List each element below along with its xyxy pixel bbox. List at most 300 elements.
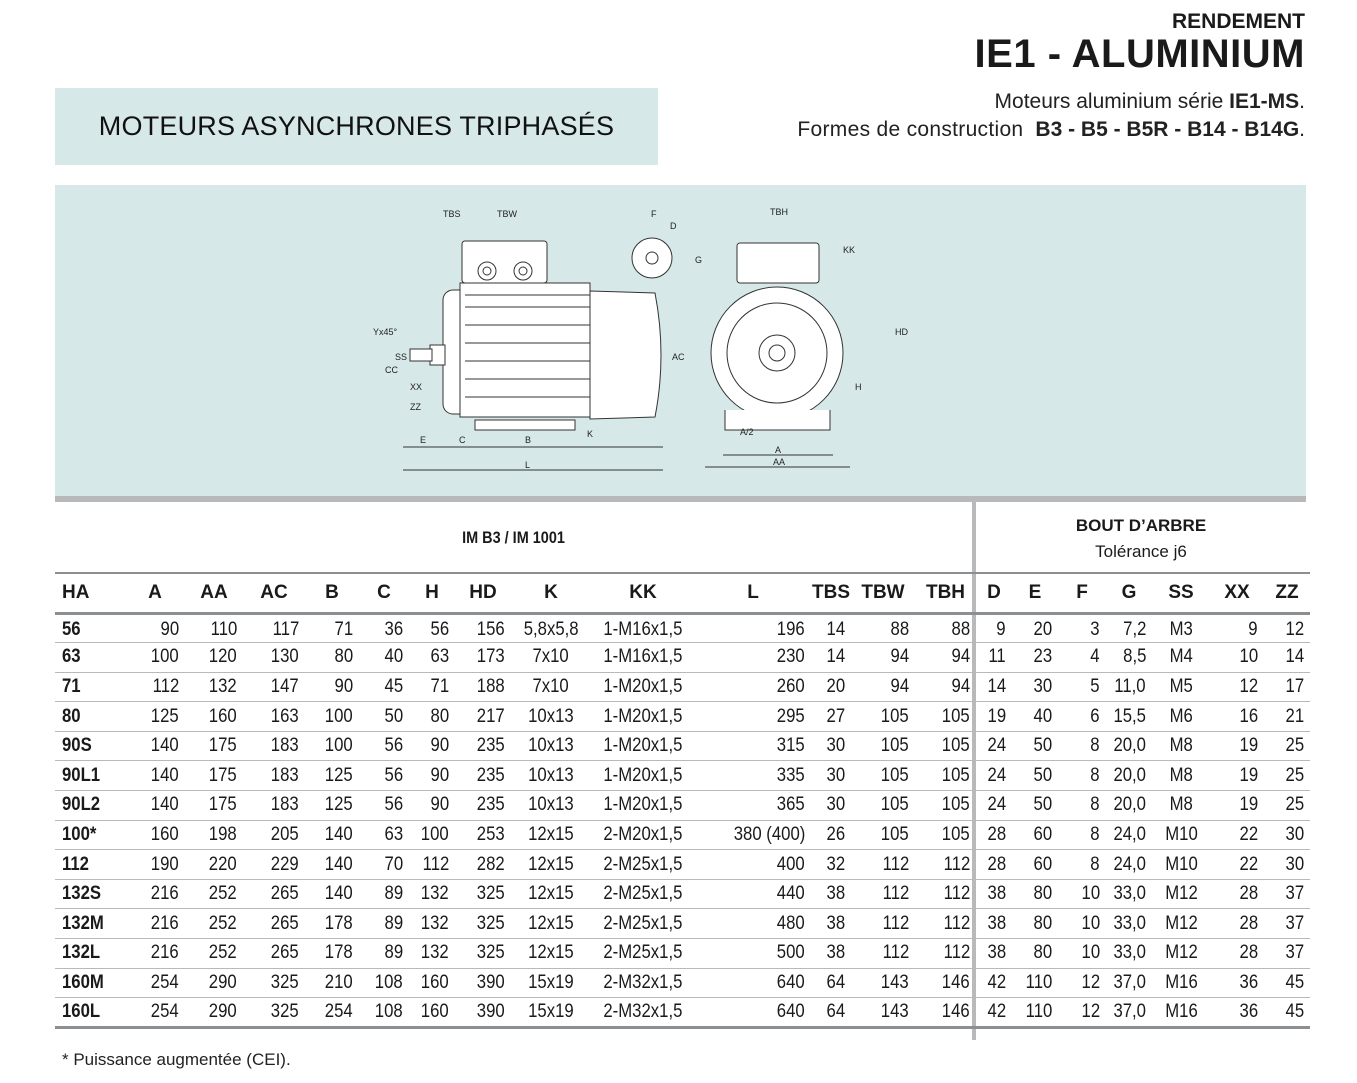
cell-value: 1-M20x1,5 <box>603 705 683 727</box>
cell-h <box>409 613 455 643</box>
cell-b <box>305 909 359 939</box>
cell-f <box>1058 672 1106 702</box>
col-header-zz: ZZ <box>1275 581 1299 603</box>
cell-value: 17 <box>1285 675 1304 697</box>
cell-xx <box>1210 820 1264 850</box>
cell-value: 8,5 <box>1122 646 1146 668</box>
col-header-xx: XX <box>1224 581 1250 603</box>
cell-e <box>1012 672 1058 702</box>
cell-value: 37 <box>1285 942 1304 964</box>
cell-value: 1-M16x1,5 <box>603 646 683 668</box>
cell-l <box>695 791 811 821</box>
cell-value: 24 <box>987 735 1006 757</box>
cell-ha <box>55 643 125 673</box>
cell-value: 100 <box>421 823 449 845</box>
cell-value: 90S <box>62 735 92 757</box>
cell-f <box>1058 939 1106 969</box>
cell-zz <box>1264 702 1310 732</box>
cell-e <box>1012 939 1058 969</box>
cell-value: 260 <box>777 675 805 697</box>
cell-d <box>976 968 1012 998</box>
label-zz: ZZ <box>410 402 421 412</box>
cell-a <box>125 791 185 821</box>
cell-zz <box>1264 909 1310 939</box>
cell-value: 50 <box>384 705 403 727</box>
cell-value: 7x10 <box>532 646 570 668</box>
cell-l <box>695 702 811 732</box>
cell-value: 36 <box>1239 1001 1258 1023</box>
cell-g <box>1106 820 1152 850</box>
cell-value: 24,0 <box>1113 853 1146 875</box>
cell-k <box>511 909 591 939</box>
cell-value: 14 <box>1285 646 1304 668</box>
cell-value: 12x15 <box>528 823 574 845</box>
cell-aa <box>185 613 243 643</box>
cell-value: 112 <box>943 883 970 905</box>
cell-value: 163 <box>271 705 299 727</box>
cell-tbs <box>811 909 851 939</box>
cell-value: 89 <box>384 912 403 934</box>
cell-value: 640 <box>777 1001 805 1023</box>
cell-h <box>409 731 455 761</box>
cell-value: 40 <box>384 646 403 668</box>
cell-value: 20,0 <box>1113 794 1146 816</box>
cell-l <box>695 820 811 850</box>
cell-g <box>1106 613 1152 643</box>
cell-value: M16 <box>1164 971 1198 993</box>
cell-value: 2-M25x1,5 <box>603 912 683 934</box>
cell-value: 80 <box>1033 912 1052 934</box>
cell-value: 30 <box>826 794 845 816</box>
cell-value: 640 <box>777 971 805 993</box>
cell-c <box>359 643 409 673</box>
col-header-e: E <box>1028 581 1042 603</box>
col-header-b: B <box>325 581 339 603</box>
cell-tbw <box>851 820 915 850</box>
label-aa: AA <box>773 457 786 467</box>
cell-value: 8 <box>1090 764 1100 786</box>
cell-value: 16 <box>1239 705 1258 727</box>
cell-tbs <box>811 643 851 673</box>
cell-value: 8 <box>1090 853 1100 875</box>
cell-value: 160 <box>151 823 179 845</box>
cell-value: 42 <box>987 971 1006 993</box>
cell-e <box>1012 702 1058 732</box>
cell-value: 22 <box>1239 853 1258 875</box>
cell-value: 28 <box>1239 912 1258 934</box>
cell-value: 56 <box>384 735 403 757</box>
cell-a <box>125 672 185 702</box>
table-row <box>55 761 1310 791</box>
cell-hd <box>455 643 511 673</box>
cell-value: 2-M25x1,5 <box>603 883 683 905</box>
cell-value: 8 <box>1090 735 1100 757</box>
cell-value: 50 <box>1033 735 1052 757</box>
cell-value: 125 <box>325 794 353 816</box>
cell-value: 100 <box>151 646 179 668</box>
cell-h <box>409 672 455 702</box>
cell-value: 7,2 <box>1122 619 1146 641</box>
cell-value: 89 <box>384 883 403 905</box>
label-kk: KK <box>843 245 856 255</box>
cell-e <box>1012 761 1058 791</box>
cell-value: 365 <box>777 794 805 816</box>
cell-tbs <box>811 761 851 791</box>
cell-c <box>359 761 409 791</box>
cell-value: 10 <box>1239 646 1258 668</box>
cell-h <box>409 820 455 850</box>
cell-value: 156 <box>477 619 505 641</box>
cell-value: 132 <box>209 675 237 697</box>
table-row <box>55 909 1310 939</box>
label-yx45: Yx45° <box>373 327 398 337</box>
cell-f <box>1058 968 1106 998</box>
cell-tbw <box>851 791 915 821</box>
col-header-ss: SS <box>1168 581 1194 603</box>
cell-hd <box>455 879 511 909</box>
cell-value: 40 <box>1033 705 1052 727</box>
cell-c <box>359 731 409 761</box>
cell-g <box>1106 731 1152 761</box>
col-header-kk: KK <box>629 581 657 603</box>
cell-value: 100 <box>325 735 353 757</box>
cell-g <box>1106 761 1152 791</box>
cell-value: 190 <box>151 853 179 875</box>
cell-value: 80 <box>62 705 81 727</box>
cell-value: 36 <box>384 619 403 641</box>
cell-value: 130 <box>271 646 299 668</box>
group-im-b3: IM B3 / IM 1001 <box>462 528 565 547</box>
cell-k <box>511 761 591 791</box>
cell-l <box>695 731 811 761</box>
cell-c <box>359 613 409 643</box>
cell-aa <box>185 850 243 880</box>
cell-b <box>305 968 359 998</box>
cell-value: 9 <box>1248 619 1258 641</box>
cell-ha <box>55 968 125 998</box>
cell-e <box>1012 731 1058 761</box>
cell-value: 105 <box>942 823 970 845</box>
cell-value: 1-M20x1,5 <box>603 675 683 697</box>
cell-value: 108 <box>375 971 403 993</box>
cell-value: 90 <box>334 675 353 697</box>
cell-h <box>409 850 455 880</box>
table-row <box>55 939 1310 969</box>
cell-tbs <box>811 968 851 998</box>
cell-kk <box>591 643 695 673</box>
cell-value: 216 <box>151 912 179 934</box>
cell-a <box>125 702 185 732</box>
motor-drawing <box>55 185 1306 496</box>
cell-value: 325 <box>271 971 299 993</box>
category-label: MOTEURS ASYNCHRONES TRIPHASÉS <box>98 111 615 141</box>
cell-k <box>511 731 591 761</box>
cell-value: 15,5 <box>1113 705 1146 727</box>
cell-tbw <box>851 968 915 998</box>
cell-value: 178 <box>325 942 353 964</box>
cell-kk <box>591 702 695 732</box>
cell-value: 38 <box>987 912 1006 934</box>
label-d: D <box>670 221 677 231</box>
cell-value: 390 <box>477 971 505 993</box>
cell-aa <box>185 672 243 702</box>
cell-k <box>511 879 591 909</box>
cell-value: 10x13 <box>528 764 574 786</box>
cell-ac <box>243 850 305 880</box>
cell-k <box>511 791 591 821</box>
cell-g <box>1106 879 1152 909</box>
cell-value: 235 <box>477 764 505 786</box>
cell-value: 10 <box>1081 912 1100 934</box>
cell-value: 235 <box>477 735 505 757</box>
cell-k <box>511 850 591 880</box>
cell-value: M12 <box>1164 883 1198 905</box>
cell-b <box>305 791 359 821</box>
cell-l <box>695 879 811 909</box>
cell-value: 105 <box>881 735 909 757</box>
cell-value: 56 <box>384 764 403 786</box>
cell-value: 196 <box>777 619 805 641</box>
cell-l <box>695 643 811 673</box>
cell-xx <box>1210 909 1264 939</box>
dimension-table-section <box>55 496 1306 1023</box>
cell-hd <box>455 820 511 850</box>
label-g: G <box>695 255 703 265</box>
cell-value: 38 <box>826 912 845 934</box>
cell-value: 20 <box>826 675 845 697</box>
label-hd: HD <box>895 327 908 337</box>
cell-value: 105 <box>942 764 970 786</box>
label-cc: CC <box>385 365 398 375</box>
cell-value: 216 <box>151 883 179 905</box>
cell-value: 290 <box>209 1001 237 1023</box>
cell-ss <box>1152 613 1210 643</box>
cell-value: 1-M16x1,5 <box>603 619 683 641</box>
cell-tbs <box>811 702 851 732</box>
cell-f <box>1058 613 1106 643</box>
cell-value: 90 <box>160 619 179 641</box>
cell-value: 94 <box>951 675 970 697</box>
cell-k <box>511 998 591 1028</box>
cell-h <box>409 968 455 998</box>
cell-value: 14 <box>826 619 845 641</box>
cell-c <box>359 850 409 880</box>
cell-kk <box>591 998 695 1028</box>
cell-value: 12 <box>1081 1001 1100 1023</box>
cell-tbs <box>811 939 851 969</box>
cell-c <box>359 820 409 850</box>
cell-k <box>511 968 591 998</box>
cell-hd <box>455 761 511 791</box>
cell-tbh <box>915 998 976 1028</box>
cell-tbw <box>851 850 915 880</box>
footnote: * Puissance augmentée (CEI). <box>62 1050 291 1069</box>
table-row <box>55 672 1310 702</box>
cell-aa <box>185 998 243 1028</box>
cell-value: 60 <box>1033 823 1052 845</box>
cell-value: 440 <box>777 883 805 905</box>
cell-value: 88 <box>951 619 970 641</box>
cell-tbs <box>811 998 851 1028</box>
cell-d <box>976 939 1012 969</box>
cell-value: 37,0 <box>1113 971 1146 993</box>
cell-d <box>976 909 1012 939</box>
cell-value: 480 <box>777 912 805 934</box>
cell-value: 173 <box>477 646 505 668</box>
cell-a <box>125 613 185 643</box>
cell-xx <box>1210 672 1264 702</box>
cell-value: 125 <box>325 764 353 786</box>
cell-value: 100 <box>325 705 353 727</box>
cell-zz <box>1264 850 1310 880</box>
cell-tbh <box>915 791 976 821</box>
cell-c <box>359 791 409 821</box>
cell-value: 4 <box>1090 646 1100 668</box>
table-row <box>55 850 1310 880</box>
series-subtitle <box>995 90 1305 114</box>
cell-value: 33,0 <box>1113 912 1146 934</box>
cell-ha <box>55 731 125 761</box>
cell-l <box>695 998 811 1028</box>
cell-a <box>125 731 185 761</box>
cell-e <box>1012 613 1058 643</box>
cell-ac <box>243 643 305 673</box>
cell-value: 110 <box>1025 1001 1052 1023</box>
cell-value: 24 <box>987 794 1006 816</box>
cell-value: 6 <box>1090 705 1100 727</box>
cell-aa <box>185 879 243 909</box>
cell-value: 110 <box>1025 971 1052 993</box>
cell-value: 132S <box>62 883 102 905</box>
cell-tbw <box>851 613 915 643</box>
cell-value: 90 <box>430 764 449 786</box>
cell-d <box>976 613 1012 643</box>
cell-value: 198 <box>209 823 237 845</box>
cell-c <box>359 939 409 969</box>
cell-tbh <box>915 672 976 702</box>
cell-b <box>305 820 359 850</box>
cell-value: 105 <box>942 705 970 727</box>
cell-ha <box>55 791 125 821</box>
cell-value: 160 <box>421 971 449 993</box>
cell-tbs <box>811 613 851 643</box>
col-header-g: G <box>1121 581 1137 603</box>
cell-value: 12x15 <box>528 912 574 934</box>
cell-a <box>125 820 185 850</box>
cell-xx <box>1210 968 1264 998</box>
cell-ac <box>243 939 305 969</box>
cell-g <box>1106 702 1152 732</box>
cell-value: 28 <box>987 823 1006 845</box>
cell-value: 175 <box>209 794 237 816</box>
cell-value: 2-M32x1,5 <box>603 1001 683 1023</box>
cell-ac <box>243 909 305 939</box>
cell-value: 12 <box>1239 675 1258 697</box>
cell-value: 140 <box>325 853 353 875</box>
cell-tbh <box>915 850 976 880</box>
formes-values: B3 - B5 - B5R - B14 - B14G <box>1035 118 1300 141</box>
cell-value: 90 <box>430 794 449 816</box>
cell-value: 10 <box>1081 883 1100 905</box>
cell-hd <box>455 731 511 761</box>
cell-d <box>976 702 1012 732</box>
cell-b <box>305 613 359 643</box>
cell-hd <box>455 968 511 998</box>
cell-value: 94 <box>951 646 970 668</box>
cell-value: 63 <box>430 646 449 668</box>
cell-ss <box>1152 643 1210 673</box>
cell-tbw <box>851 731 915 761</box>
cell-value: 125 <box>151 705 179 727</box>
cell-value: 252 <box>209 912 237 934</box>
cell-value: 45 <box>1285 1001 1304 1023</box>
cell-value: 80 <box>430 705 449 727</box>
cell-value: 380 (400) <box>733 823 805 845</box>
cell-ac <box>243 672 305 702</box>
col-header-tbw: TBW <box>861 581 905 603</box>
cell-f <box>1058 791 1106 821</box>
table-row <box>55 791 1310 821</box>
cell-value: 253 <box>477 823 505 845</box>
cell-value: 254 <box>151 971 179 993</box>
cell-l <box>695 968 811 998</box>
cell-value: 183 <box>271 794 299 816</box>
label-a: A <box>775 445 782 455</box>
cell-value: 132M <box>62 912 104 934</box>
cell-value: 140 <box>325 883 353 905</box>
cell-value: 30 <box>1285 853 1304 875</box>
cell-value: 254 <box>325 1001 353 1023</box>
table-row <box>55 998 1310 1028</box>
cell-value: 325 <box>477 883 505 905</box>
cell-value: 70 <box>384 853 403 875</box>
cell-value: 8 <box>1090 794 1100 816</box>
cell-kk <box>591 939 695 969</box>
cell-c <box>359 702 409 732</box>
cell-value: 265 <box>271 883 299 905</box>
cell-h <box>409 879 455 909</box>
cell-ha <box>55 909 125 939</box>
cell-value: 90L2 <box>62 794 101 816</box>
cell-value: 105 <box>881 823 909 845</box>
cell-value: 117 <box>272 619 299 641</box>
cell-hd <box>455 939 511 969</box>
cell-value: 140 <box>151 794 179 816</box>
cell-value: 140 <box>151 764 179 786</box>
cell-value: 132 <box>421 912 449 934</box>
cell-value: 38 <box>826 942 845 964</box>
cell-value: 90 <box>430 735 449 757</box>
cell-ac <box>243 613 305 643</box>
cell-value: 14 <box>826 646 845 668</box>
cell-value: 19 <box>987 705 1006 727</box>
cell-value: 295 <box>777 705 805 727</box>
cell-aa <box>185 820 243 850</box>
cell-zz <box>1264 672 1310 702</box>
cell-kk <box>591 761 695 791</box>
cell-l <box>695 850 811 880</box>
cell-ss <box>1152 672 1210 702</box>
cell-g <box>1106 998 1152 1028</box>
cell-value: 90L1 <box>62 764 101 786</box>
cell-value: 254 <box>151 1001 179 1023</box>
cell-b <box>305 702 359 732</box>
cell-kk <box>591 672 695 702</box>
cell-ac <box>243 702 305 732</box>
cell-e <box>1012 909 1058 939</box>
cell-value: 89 <box>384 942 403 964</box>
cell-value: 10x13 <box>528 794 574 816</box>
